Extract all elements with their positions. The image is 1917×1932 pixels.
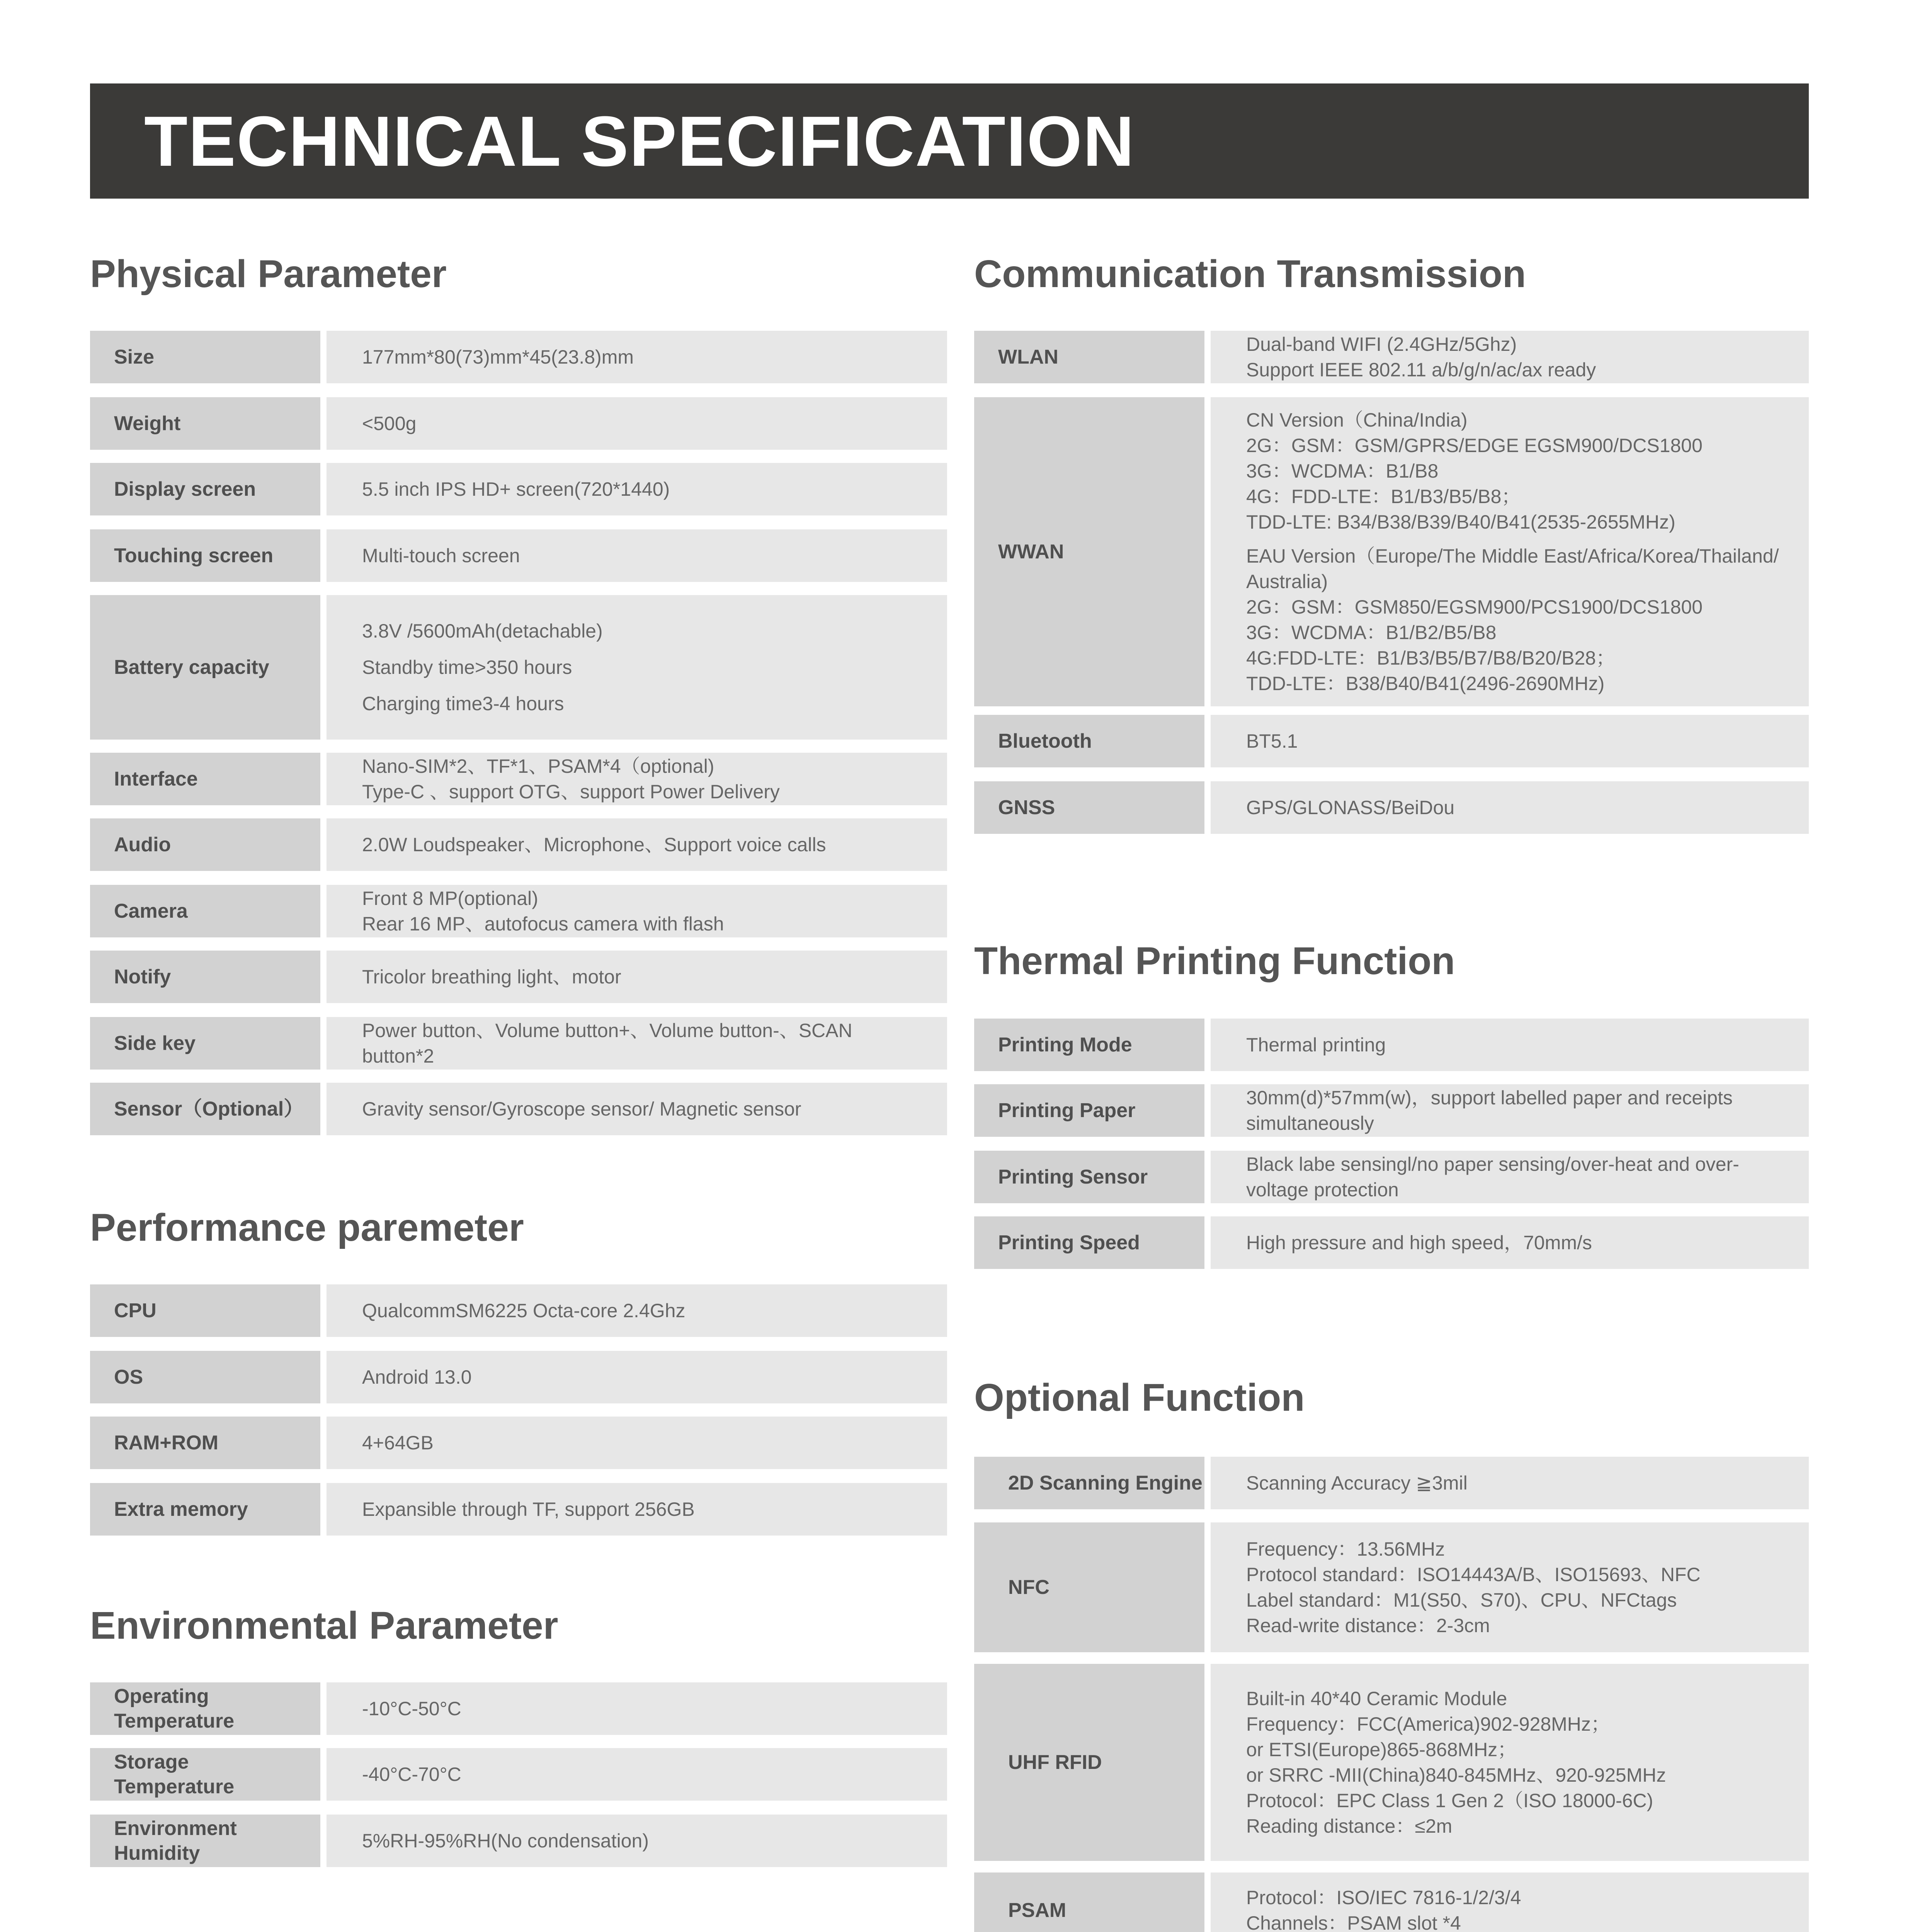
spec-label: Notify bbox=[90, 951, 320, 1003]
spec-row-notify bbox=[90, 951, 947, 1003]
spec-value-line: Frequency：13.56MHz bbox=[1246, 1538, 1445, 1560]
spec-value bbox=[327, 818, 947, 871]
spec-value-line: Frequency：FCC(America)902-928MHz； bbox=[1246, 1713, 1610, 1735]
spec-label: Audio bbox=[90, 818, 320, 871]
spec-value bbox=[1211, 1522, 1809, 1652]
spec-value-line: BT5.1 bbox=[1246, 730, 1298, 752]
spec-label: Operating Temperature bbox=[90, 1682, 320, 1735]
spec-label: 2D Scanning Engine bbox=[974, 1457, 1204, 1509]
spec-value-line: Protocol：EPC Class 1 Gen 2（ISO 18000-6C) bbox=[1246, 1790, 1653, 1811]
spec-label: Printing Paper bbox=[974, 1084, 1204, 1137]
spec-row-size bbox=[90, 331, 947, 383]
spec-value-line: EAU Version（Europe/The Middle East/Africa/Korea/Thailand/ bbox=[1246, 545, 1779, 567]
spec-value-line: Expansible through TF, support 256GB bbox=[362, 1498, 695, 1520]
spec-row-environment-humidity bbox=[90, 1815, 947, 1867]
spec-row-audio bbox=[90, 818, 947, 871]
spec-value-line: Support IEEE 802.11 a/b/g/n/ac/ax ready bbox=[1246, 359, 1596, 381]
spec-value-line: 5%RH-95%RH(No condensation) bbox=[362, 1830, 649, 1852]
spec-value-line: -40°C-70°C bbox=[362, 1764, 461, 1785]
spec-row-os bbox=[90, 1351, 947, 1403]
spec-value bbox=[1211, 1216, 1809, 1269]
spec-value bbox=[327, 1284, 947, 1337]
spec-value-line: Protocol：ISO/IEC 7816-1/2/3/4 bbox=[1246, 1887, 1521, 1908]
spec-row-sensor-optional bbox=[90, 1083, 947, 1135]
spec-row-bluetooth bbox=[974, 715, 1809, 767]
spec-row-gnss bbox=[974, 781, 1809, 834]
spec-row-printing-speed bbox=[974, 1216, 1809, 1269]
spec-row-interface bbox=[90, 753, 947, 805]
spec-label: PSAM bbox=[974, 1872, 1204, 1932]
spec-label: Extra memory bbox=[90, 1483, 320, 1536]
spec-value-line: TDD-LTE: B34/B38/B39/B40/B41(2535-2655MHz) bbox=[1246, 511, 1675, 533]
spec-value bbox=[1211, 1872, 1809, 1932]
spec-value bbox=[327, 1017, 947, 1070]
spec-value bbox=[1211, 1151, 1809, 1203]
spec-value-line: High pressure and high speed，70mm/s bbox=[1246, 1232, 1592, 1253]
section-title-optional: Optional Function bbox=[974, 1376, 1305, 1419]
spec-value-line: -10°C-50°C bbox=[362, 1698, 461, 1719]
spec-label: Touching screen bbox=[90, 529, 320, 582]
spec-value-line: Read-write distance：2-3cm bbox=[1246, 1615, 1490, 1636]
spec-label: WLAN bbox=[974, 331, 1204, 383]
spec-value bbox=[327, 753, 947, 805]
spec-value-line: Type-C 、support OTG、support Power Delivery bbox=[362, 781, 780, 803]
spec-label: Environment Humidity bbox=[90, 1815, 320, 1867]
wwan-version-block bbox=[1246, 407, 1793, 535]
spec-label: Side key bbox=[90, 1017, 320, 1070]
spec-value bbox=[327, 1748, 947, 1801]
spec-row-printing-paper bbox=[974, 1084, 1809, 1137]
spec-value-line: Gravity sensor/Gyroscope sensor/ Magnetic sensor bbox=[362, 1098, 801, 1120]
spec-row-side-key bbox=[90, 1017, 947, 1070]
spec-label: Size bbox=[90, 331, 320, 383]
spec-value-line: Channels：PSAM slot *4 bbox=[1246, 1912, 1461, 1932]
spec-value bbox=[327, 463, 947, 515]
spec-value-line: Protocol standard：ISO14443A/B、ISO15693、NFC bbox=[1246, 1564, 1701, 1585]
spec-label: Camera bbox=[90, 885, 320, 937]
spec-value-line: 5.5 inch IPS HD+ screen(720*1440) bbox=[362, 478, 670, 500]
spec-value-line: QualcommSM6225 Octa-core 2.4Ghz bbox=[362, 1300, 685, 1321]
spec-label: Storage Temperature bbox=[90, 1748, 320, 1801]
spec-value-line: 3G：WCDMA：B1/B8 bbox=[1246, 460, 1439, 482]
spec-row-battery-capacity bbox=[90, 595, 947, 740]
spec-value-line: Power button、Volume button+、Volume button-、SCAN bbox=[362, 1020, 852, 1041]
spec-value bbox=[1211, 715, 1809, 767]
spec-row-display-screen bbox=[90, 463, 947, 515]
spec-value-line: 2G：GSM：GSM/GPRS/EDGE EGSM900/DCS1800 bbox=[1246, 435, 1703, 456]
spec-value-line: Multi-touch screen bbox=[362, 545, 520, 566]
spec-value-line: Label standard：M1(S50、S70)、CPU、NFCtags bbox=[1246, 1589, 1677, 1611]
spec-value bbox=[1211, 1019, 1809, 1071]
spec-value-line: Built-in 40*40 Ceramic Module bbox=[1246, 1688, 1507, 1709]
spec-value-line: 30mm(d)*57mm(w)，support labelled paper and receipts bbox=[1246, 1087, 1733, 1109]
spec-label: Interface bbox=[90, 753, 320, 805]
left-column bbox=[90, 0, 947, 1932]
spec-label: Bluetooth bbox=[974, 715, 1204, 767]
spec-label: WWAN bbox=[974, 397, 1204, 706]
section-title-environmental: Environmental Parameter bbox=[90, 1604, 558, 1647]
spec-row-uhf-rfid bbox=[974, 1664, 1809, 1861]
spec-value-line: Thermal printing bbox=[1246, 1034, 1386, 1056]
spec-label: OS bbox=[90, 1351, 320, 1403]
spec-value-line: Australia) bbox=[1246, 571, 1328, 592]
spec-value bbox=[327, 397, 947, 450]
spec-value-line: 2.0W Loudspeaker、Microphone、Support voice calls bbox=[362, 834, 826, 855]
spec-row-printing-mode bbox=[974, 1019, 1809, 1071]
spec-value-line: simultaneously bbox=[1246, 1112, 1374, 1134]
spec-value-line: Front 8 MP(optional) bbox=[362, 888, 538, 909]
spec-row-nfc bbox=[974, 1522, 1809, 1652]
spec-label: UHF RFID bbox=[974, 1664, 1204, 1861]
spec-value-line: Android 13.0 bbox=[362, 1366, 472, 1388]
spec-value-line: GPS/GLONASS/BeiDou bbox=[1246, 797, 1455, 818]
spec-row-touching-screen bbox=[90, 529, 947, 582]
right-column bbox=[974, 0, 1809, 1932]
spec-value bbox=[1211, 1457, 1809, 1509]
section-title-physical: Physical Parameter bbox=[90, 252, 447, 296]
spec-value bbox=[1211, 331, 1809, 383]
page-title: TECHNICAL SPECIFICATION bbox=[144, 101, 1135, 181]
spec-value-line: button*2 bbox=[362, 1045, 434, 1067]
spec-row-operating-temperature bbox=[90, 1682, 947, 1735]
spec-label: Sensor（Optional） bbox=[90, 1083, 320, 1135]
spec-value-line: 177mm*80(73)mm*45(23.8)mm bbox=[362, 346, 634, 368]
spec-row-cpu bbox=[90, 1284, 947, 1337]
spec-label: GNSS bbox=[974, 781, 1204, 834]
spec-row-2d-scanning-engine bbox=[974, 1457, 1809, 1509]
spec-value bbox=[327, 529, 947, 582]
spec-value-line: Reading distance：≤2m bbox=[1246, 1815, 1453, 1837]
spec-label: Printing Mode bbox=[974, 1019, 1204, 1071]
spec-label: Display screen bbox=[90, 463, 320, 515]
spec-value-line: TDD-LTE：B38/B40/B41(2496-2690MHz) bbox=[1246, 673, 1605, 694]
spec-value bbox=[327, 1483, 947, 1536]
spec-value bbox=[327, 1351, 947, 1403]
spec-value bbox=[327, 1815, 947, 1867]
spec-value-line: Standby time>350 hours bbox=[362, 656, 572, 678]
spec-value-line: 4G:FDD-LTE：B1/B3/B5/B7/B8/B20/B28； bbox=[1246, 647, 1616, 669]
spec-value-line: 4G：FDD-LTE：B1/B3/B5/B8； bbox=[1246, 486, 1521, 507]
spec-label: CPU bbox=[90, 1284, 320, 1337]
spec-row-storage-temperature bbox=[90, 1748, 947, 1801]
spec-value bbox=[327, 331, 947, 383]
spec-row-wwan bbox=[974, 397, 1809, 706]
wwan-version-block bbox=[1246, 543, 1793, 696]
spec-value bbox=[327, 951, 947, 1003]
spec-row-ram-rom bbox=[90, 1417, 947, 1469]
spec-value-line: CN Version（China/India) bbox=[1246, 409, 1468, 431]
spec-row-extra-memory bbox=[90, 1483, 947, 1536]
spec-row-psam bbox=[974, 1872, 1809, 1932]
section-title-performance: Performance paremeter bbox=[90, 1206, 524, 1249]
spec-value-line: 3.8V /5600mAh(detachable) bbox=[362, 620, 603, 642]
spec-label: RAM+ROM bbox=[90, 1417, 320, 1469]
spec-value-line: Black labe sensingl/no paper sensing/over-heat and over- bbox=[1246, 1153, 1739, 1175]
spec-value bbox=[327, 595, 947, 740]
spec-value-line: or SRRC -MII(China)840-845MHz、920-925MHz bbox=[1246, 1764, 1666, 1786]
spec-row-camera bbox=[90, 885, 947, 937]
spec-value bbox=[1211, 1664, 1809, 1861]
spec-label: NFC bbox=[974, 1522, 1204, 1652]
spec-value-line: Scanning Accuracy ≧3mil bbox=[1246, 1472, 1468, 1494]
spec-value bbox=[1211, 781, 1809, 834]
section-title-communication: Communication Transmission bbox=[974, 252, 1526, 296]
spec-value-line: 3G：WCDMA：B1/B2/B5/B8 bbox=[1246, 622, 1497, 643]
spec-value-line: 4+64GB bbox=[362, 1432, 434, 1454]
spec-value bbox=[327, 1417, 947, 1469]
spec-value bbox=[327, 1083, 947, 1135]
spec-value-line: Dual-band WIFI (2.4GHz/5Ghz) bbox=[1246, 333, 1517, 355]
spec-value-line: Tricolor breathing light、motor bbox=[362, 966, 621, 988]
spec-value bbox=[1211, 1084, 1809, 1137]
spec-value bbox=[1211, 397, 1809, 706]
spec-label: Battery capacity bbox=[90, 595, 320, 740]
spec-label: Printing Sensor bbox=[974, 1151, 1204, 1203]
spec-value-line: voltage protection bbox=[1246, 1179, 1399, 1201]
spec-value bbox=[327, 1682, 947, 1735]
section-title-thermal: Thermal Printing Function bbox=[974, 939, 1455, 983]
spec-value-line: 2G：GSM：GSM850/EGSM900/PCS1900/DCS1800 bbox=[1246, 596, 1703, 618]
spec-row-wlan bbox=[974, 331, 1809, 383]
spec-value-line: or ETSI(Europe)865-868MHz； bbox=[1246, 1739, 1517, 1760]
spec-label: Printing Speed bbox=[974, 1216, 1204, 1269]
spec-value bbox=[327, 885, 947, 937]
spec-value-line: Charging time3-4 hours bbox=[362, 693, 564, 714]
spec-label: Weight bbox=[90, 397, 320, 450]
spec-row-printing-sensor bbox=[974, 1151, 1809, 1203]
spec-value-line: Rear 16 MP、autofocus camera with flash bbox=[362, 913, 724, 935]
spec-value-line: Nano-SIM*2、TF*1、PSAM*4（optional) bbox=[362, 755, 714, 777]
spec-value-line: <500g bbox=[362, 413, 417, 434]
spec-row-weight bbox=[90, 397, 947, 450]
